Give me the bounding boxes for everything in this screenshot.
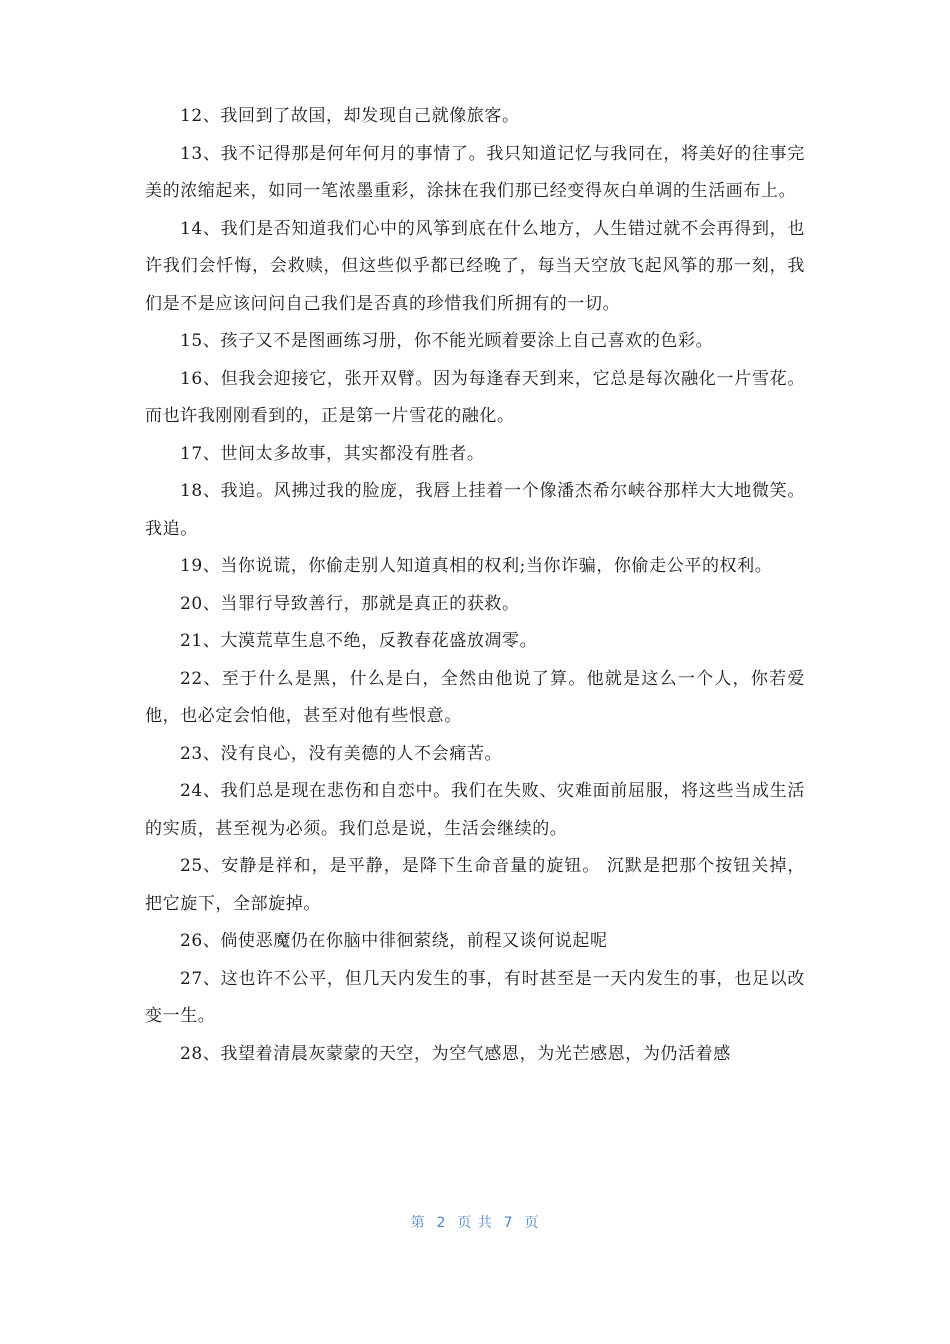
paragraph-23: 23、没有良心，没有美德的人不会痛苦。 xyxy=(180,743,503,764)
paragraph-18: 18、我追。风拂过我的脸庞，我唇上挂着一个像潘杰希尔峡谷那样大大地微笑。我追。 xyxy=(145,481,805,539)
paragraph-25: 25、安静是祥和，是平静，是降下生命音量的旋钮。 沉默是把那个按钮关掉，把它旋下，全部旋掉。 xyxy=(145,856,805,914)
paragraph-27: 27、这也许不公平，但几天内发生的事，有时甚至是一天内发生的事，也足以改变一生。 xyxy=(145,968,805,1026)
paragraph-24: 24、我们总是现在悲伤和自恋中。我们在失败、灾难面前屈服，将这些当成生活的实质，甚至视为必须。我们总是说，生活会继续的。 xyxy=(145,781,805,839)
paragraph-19: 19、当你说谎，你偷走别人知道真相的权利;当你诈骗，你偷走公平的权利。 xyxy=(180,556,773,576)
paragraph-20: 20、当罪行导致善行，那就是真正的获救。 xyxy=(180,593,520,614)
document-body xyxy=(145,98,805,1073)
paragraph-14: 14、我们是否知道我们心中的风筝到底在什么地方，人生错过就不会再得到，也许我们会忏悔，会救赎，但这些似乎都已经晚了，每当天空放飞起风筝的那一刻，我们是不是应该问问自己我们是否真的珍惜我们所拥有的一切。 xyxy=(145,218,805,314)
paragraph-16: 16、但我会迎接它，张开双臂。因为每逢春天到来，它总是每次融化一片雪花。而也许我刚刚看到的，正是第一片雪花的融化。 xyxy=(145,368,805,426)
paragraph-22: 22、至于什么是黑，什么是白，全然由他说了算。他就是这么一个人，你若爱他，也必定会怕他，甚至对他有些恨意。 xyxy=(145,668,805,726)
paragraph-21: 21、大漠荒草生息不绝，反教春花盛放凋零。 xyxy=(180,631,538,651)
paragraph-28: 28、我望着清晨灰蒙蒙的天空，为空气感恩，为光芒感恩，为仍活着感 xyxy=(180,1043,731,1064)
paragraph-13: 13、我不记得那是何年何月的事情了。我只知道记忆与我同在，将美好的往事完美的浓缩起来，如同一笔浓墨重彩，涂抹在我们那已经变得灰白单调的生活画布上。 xyxy=(145,143,805,201)
paragraph-26: 26、倘使恶魔仍在你脑中徘徊萦绕，前程又谈何说起呢 xyxy=(180,931,608,951)
paragraph-17: 17、世间太多故事，其实都没有胜者。 xyxy=(180,443,485,464)
paragraph-12: 12、我回到了故国，却发现自己就像旅客。 xyxy=(180,106,520,126)
page-number-footer: 第 2 页 共 7 页 xyxy=(410,1215,540,1231)
paragraph-15: 15、孩子又不是图画练习册，你不能光顾着要涂上自己喜欢的色彩。 xyxy=(180,331,714,351)
